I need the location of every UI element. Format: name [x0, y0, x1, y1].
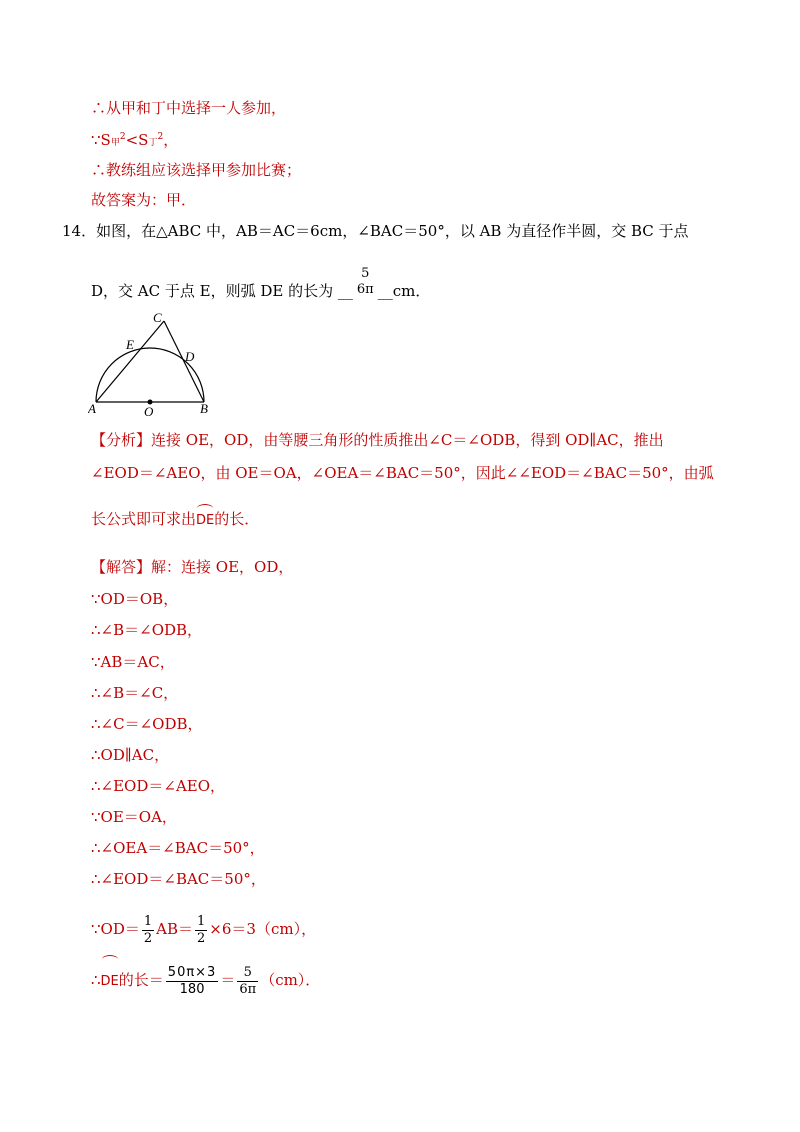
- solution-step: ∴∠B＝∠C，: [91, 684, 179, 702]
- prev-sub-jia: 甲: [110, 138, 120, 148]
- arc-formula-den: 180: [166, 981, 219, 998]
- radius-text-c: ×6＝3（cm），: [209, 920, 317, 938]
- answer-fraction: [355, 266, 376, 298]
- analysis-text-3a: 长公式即可求出: [91, 510, 197, 528]
- arc-length-text-b: 的长＝: [118, 971, 164, 989]
- half-num-1: 1: [143, 913, 153, 929]
- arc-de-symbol-2: DE: [101, 962, 119, 1002]
- label-d: D: [185, 349, 195, 364]
- analysis-text-1: 连接 OE，OD，由等腰三角形的性质推出∠C＝∠ODB，得到 OD∥AC，推出: [151, 431, 664, 449]
- label-o: O: [144, 404, 154, 419]
- arc-length-eq: ＝: [220, 971, 236, 989]
- label-c: C: [153, 310, 162, 325]
- radius-text-a: ∵OD＝: [91, 920, 140, 938]
- arc-result-num: 5: [243, 964, 252, 980]
- prev-line-2: [91, 127, 178, 153]
- prev-comma: ，: [163, 131, 179, 149]
- radius-text-b: AB＝: [156, 920, 194, 938]
- prev-line-4: 故答案为：甲．: [91, 191, 197, 209]
- solution-step: ∴∠EOD＝∠AEO，: [91, 777, 226, 795]
- half-num-2: 1: [197, 913, 206, 929]
- analysis-line-2: ∠EOD＝∠AEO，由 OE＝OA，∠OEA＝∠BAC＝50°，因此∠∠EOD＝∠BAC＝50°，由弧: [91, 464, 714, 482]
- question-14-line-2: [91, 266, 431, 308]
- solution-step: ∴∠B＝∠ODB，: [91, 621, 203, 639]
- arc-de-symbol: DE: [196, 511, 214, 531]
- question-14-line-1: [62, 221, 689, 241]
- prev-lt-s: <S: [125, 131, 149, 149]
- side-ac: [96, 321, 164, 402]
- analysis-line-3: [91, 509, 259, 531]
- question-text-2a: D，交 AC 于点 E，则弧 DE 的长为 __: [91, 282, 353, 300]
- radius-line: [91, 912, 316, 947]
- prev-sub-ding: 丁: [148, 138, 158, 148]
- solution-step: ∵OD＝OB，: [91, 590, 179, 608]
- answer-den: 6π: [356, 282, 374, 297]
- analysis-line-1: [91, 430, 664, 450]
- label-a: A: [88, 401, 96, 416]
- side-bc: [164, 321, 204, 402]
- prev-line-1: ∴从甲和丁中选择一人参加，: [91, 99, 287, 117]
- arc-result-fraction: [237, 965, 258, 998]
- question-text-1: 如图，在△ABC 中，AB＝AC＝6cm，∠BAC＝50°，以 AB 为直径作半圆，交 BC 于点: [96, 222, 689, 240]
- half-fraction-1: [142, 914, 154, 947]
- prev-sup-2a: 2: [119, 132, 126, 142]
- prev-sup-2b: 2: [157, 132, 164, 142]
- solution-step: ∴∠OEA＝∠BAC＝50°，: [91, 839, 265, 857]
- solution-step: ∵OE＝OA，: [91, 808, 177, 826]
- arc-formula-num: 50π×3: [167, 964, 217, 980]
- solution-step: ∴OD∥AC，: [91, 746, 170, 764]
- question-text-2b: __cm．: [377, 282, 431, 300]
- label-b: B: [200, 401, 208, 416]
- half-fraction-2: [195, 914, 207, 947]
- label-e: E: [126, 337, 134, 352]
- analysis-text-3b: 的长．: [214, 510, 260, 528]
- answer-num: 5: [361, 266, 370, 281]
- arc-result-den: 6π: [239, 981, 257, 997]
- geometry-figure: [88, 308, 218, 420]
- arc-length-line: [91, 960, 320, 1002]
- arc-formula-fraction: [166, 965, 219, 998]
- prev-line-3: ∴教练组应该选择甲参加比赛；: [91, 161, 302, 179]
- analysis-tag: 【分析】: [91, 431, 152, 449]
- half-den-2: 2: [197, 930, 206, 946]
- arc-length-text-a: ∴: [91, 971, 101, 989]
- arc-length-text-d: （cm）．: [260, 971, 321, 989]
- question-number: 14．: [62, 222, 97, 240]
- solution-tag: 【解答】: [91, 558, 152, 576]
- solution-step: ∵AB＝AC，: [91, 653, 175, 671]
- solution-line-0: [91, 557, 293, 577]
- prev-s-sym: ∵S: [91, 131, 111, 149]
- solution-step: ∴∠C＝∠ODB，: [91, 715, 203, 733]
- half-den-1: 2: [143, 930, 153, 946]
- solution-step: ∴∠EOD＝∠BAC＝50°，: [91, 870, 266, 888]
- solution-intro: 解：连接 OE，OD，: [151, 558, 294, 576]
